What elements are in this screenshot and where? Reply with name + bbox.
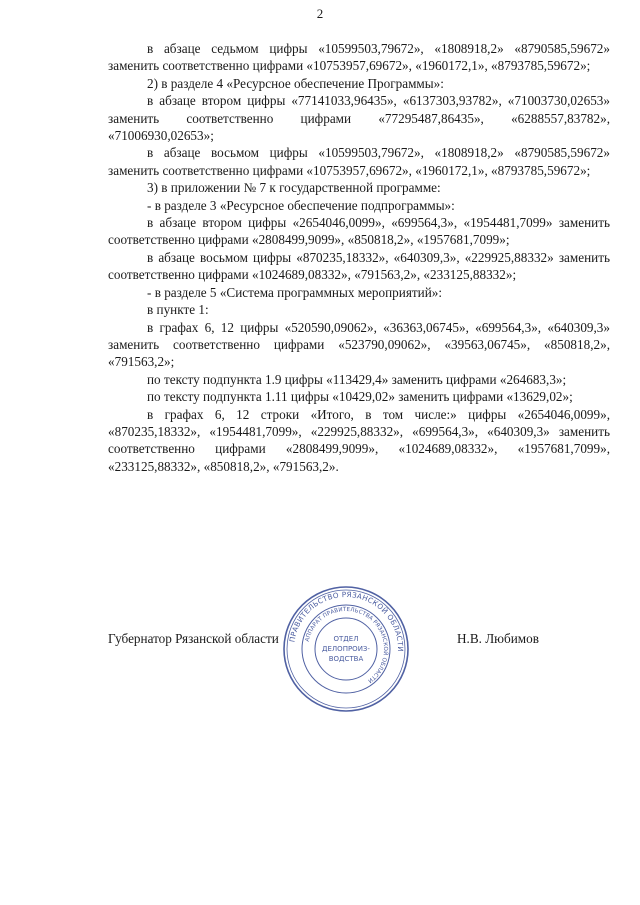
paragraph: в абзаце восьмом цифры «10599503,79672», «1808918,2» «8790585,59672» заменить соответственно цифрами «10753957,69672», «1960172,1», «8793785,59672»; bbox=[108, 145, 610, 178]
paragraph: в абзаце втором цифры «2654046,0099», «699564,3», «1954481,7099» заменить соответственно цифрами «2808499,9099», «850818,2», «1957681,7099»; bbox=[108, 215, 610, 248]
paragraph: - в разделе 5 «Система программных мероприятий»: bbox=[147, 284, 443, 300]
paragraph: в графах 6, 12 цифры «520590,09062», «36363,06745», «699564,3», «640309,3» заменить соответственно цифрами «523790,09062», «39563,06745», «850818,2», «791563,2»; bbox=[108, 319, 610, 370]
paragraph: в графах 6, 12 строки «Итого, в том числе:» цифры «2654046,0099», «870235,18332», «1954481,7099», «229925,88332», «699564,3», «640309,3» заменить соответственно цифрами «2808499,9099», «1024689,08332», «1957681,7099», «233125,88332», «850818,2», «791563,2». bbox=[108, 406, 610, 474]
document-body bbox=[108, 40, 610, 475]
paragraph: в абзаце седьмом цифры «10599503,79672», «1808918,2» «8790585,59672» заменить соответственно цифрами «10753957,69672», «1960172,1», «8793785,59672»; bbox=[108, 41, 610, 74]
paragraph: 2) в разделе 4 «Ресурсное обеспечение Программы»: bbox=[147, 75, 444, 91]
paragraph: по тексту подпункта 1.9 цифры «113429,4» заменить цифрами «264683,3»; bbox=[147, 371, 567, 387]
stamp-outer-ring: ПРАВИТЕЛЬСТВО РЯЗАНСКОЙ ОБЛАСТИ bbox=[287, 589, 406, 652]
paragraph: в пункте 1: bbox=[147, 302, 209, 318]
stamp-center-line: ОТДЕЛ bbox=[333, 635, 359, 643]
paragraph: в абзаце восьмом цифры «870235,18332», «640309,3», «229925,88332» заменить соответственно цифрами «1024689,08332», «791563,2», «233125,88332»; bbox=[108, 249, 610, 283]
signatory-position: Губернатор Рязанской области bbox=[108, 631, 279, 646]
paragraph: - в разделе 3 «Ресурсное обеспечение подпрограммы»: bbox=[147, 197, 455, 213]
page-number: 2 bbox=[316, 6, 324, 21]
stamp-center-line: ВОДСТВА bbox=[328, 655, 364, 663]
stamp-center-line: ДЕЛОПРОИЗ- bbox=[322, 645, 370, 653]
paragraph: в абзаце втором цифры «77141033,96435», «6137303,93782», «71003730,02653» заменить соответственно цифрами «77295487,86435», «6288557,83782», «71006930,02653»; bbox=[108, 93, 610, 144]
signatory-name: Н.В. Любимов bbox=[457, 631, 539, 646]
paragraph: по тексту подпункта 1.11 цифры «10429,02» заменить цифрами «13629,02»; bbox=[147, 389, 573, 405]
stamp-middle-ring: АППАРАТ ПРАВИТЕЛЬСТВА РЯЗАНСКОЙ ОБЛАСТИ bbox=[304, 606, 389, 684]
paragraph: 3) в приложении № 7 к государственной программе: bbox=[147, 180, 441, 196]
official-stamp bbox=[281, 584, 411, 714]
